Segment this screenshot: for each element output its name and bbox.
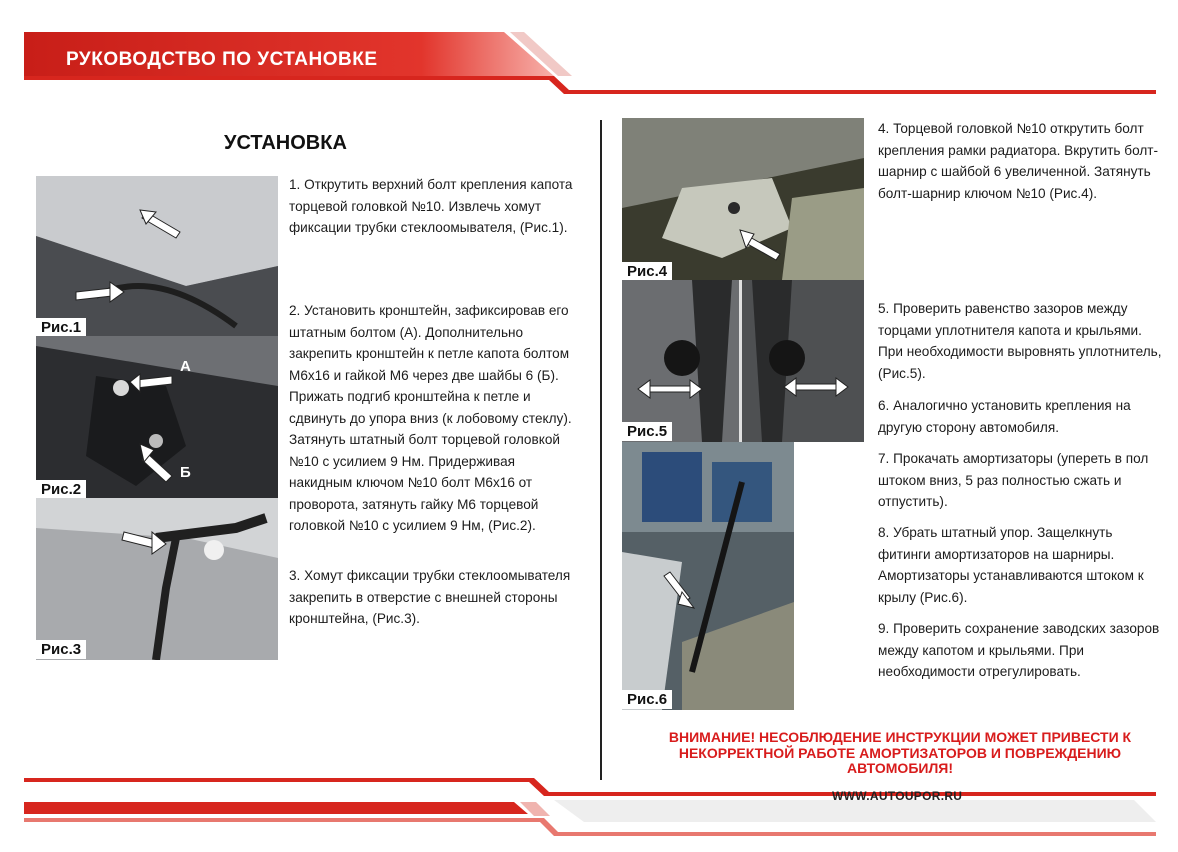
- figure-4-photo: [622, 118, 864, 280]
- warning-line-2: НЕКОРРЕКТНОЙ РАБОТЕ АМОРТИЗАТОРОВ И ПОВРЕЖДЕНИЮ: [678, 744, 1122, 761]
- figure-3-label: Рис.3: [36, 640, 86, 659]
- step-9-text: 9. Проверить сохранение заводских зазоров между капотом и крыльями. При необходимости отрегулировать.: [878, 621, 1160, 679]
- column-divider: [600, 120, 602, 780]
- step-4-text: 4. Торцевой головкой №10 открутить болт крепления рамки радиатора. Вкрутить болт-шарнир с шайбой 6 увеличенной. Затянуть болт-шарнир ключом №10 (Рис.4).: [878, 121, 1159, 201]
- figure-4-label: Рис.4: [622, 262, 672, 280]
- section-title: УСТАНОВКА: [224, 132, 347, 154]
- footer-graphic: [24, 778, 1156, 838]
- figure-3-photo: [36, 498, 278, 660]
- website-url: WWW.AUTOUPOR.RU: [832, 789, 963, 803]
- warning-notice: [640, 730, 1160, 777]
- step-3-text: 3. Хомут фиксации трубки стеклоомывателя закрепить в отверстие с внешней стороны кронштейна, (Рис.3).: [289, 568, 571, 626]
- page-title: РУКОВОДСТВО ПО УСТАНОВКЕ: [66, 49, 378, 70]
- figure-2-label: Рис.2: [36, 480, 86, 498]
- step-1-text: 1. Открутить верхний болт крепления капота торцевой головкой №10. Извлечь хомут фиксации трубки стеклоомывателя, (Рис.1).: [289, 177, 573, 235]
- figure-2-letter-a: А: [180, 358, 191, 375]
- step-5-text: 5. Проверить равенство зазоров между торцами уплотнителя капота и крыльями. При необходимости выровнять уплотнитель, (Рис.5).: [878, 301, 1162, 381]
- step-6-text: 6. Аналогично установить крепления на другую сторону автомобиля.: [878, 398, 1131, 435]
- figure-1-label: Рис.1: [36, 318, 86, 336]
- figure-5-label: Рис.5: [622, 422, 672, 441]
- header-banner: [24, 30, 1156, 100]
- footer-banner: [24, 778, 1156, 838]
- figure-6-photo: [622, 442, 794, 710]
- step-2-text: 2. Установить кронштейн, зафиксировав его штатным болтом (А). Дополнительно закрепить кронштейн к петле капота болтом М6х16 и гайкой М6 через две шайбы 6 (Б). Прижать подгиб кронштейна к петле и сдвинуть до упора вниз (к лобовому стеклу). Затянуть штатный болт торцевой головкой №10 с усилием 9 Нм. Придерживая накидным ключом №10 болт М6х16 от проворота, затянуть гайку М6 торцевой головкой №10 с усилием 9 Нм, (Рис.2).: [289, 303, 572, 533]
- step-7-text: 7. Прокачать амортизаторы (упереть в пол штоком вниз, 5 раз полностью сжать и отпустить).: [878, 451, 1149, 509]
- warning-line-1: ВНИМАНИЕ! НЕСОБЛЮДЕНИЕ ИНСТРУКЦИИ МОЖЕТ ПРИВЕСТИ К: [668, 729, 1132, 745]
- figure-2-photo: [36, 336, 278, 498]
- warning-line-3: АВТОМОБИЛЯ!: [846, 760, 953, 776]
- step-8-text: 8. Убрать штатный упор. Защелкнуть фитинги амортизаторов на шарниры. Амортизаторы устанавливаются штоком к крылу (Рис.6).: [878, 525, 1144, 605]
- figure-1-photo: [36, 176, 278, 336]
- figure-5-photo: [622, 280, 864, 442]
- figure-2-letter-b: Б: [180, 464, 191, 481]
- figure-6-label: Рис.6: [622, 690, 672, 709]
